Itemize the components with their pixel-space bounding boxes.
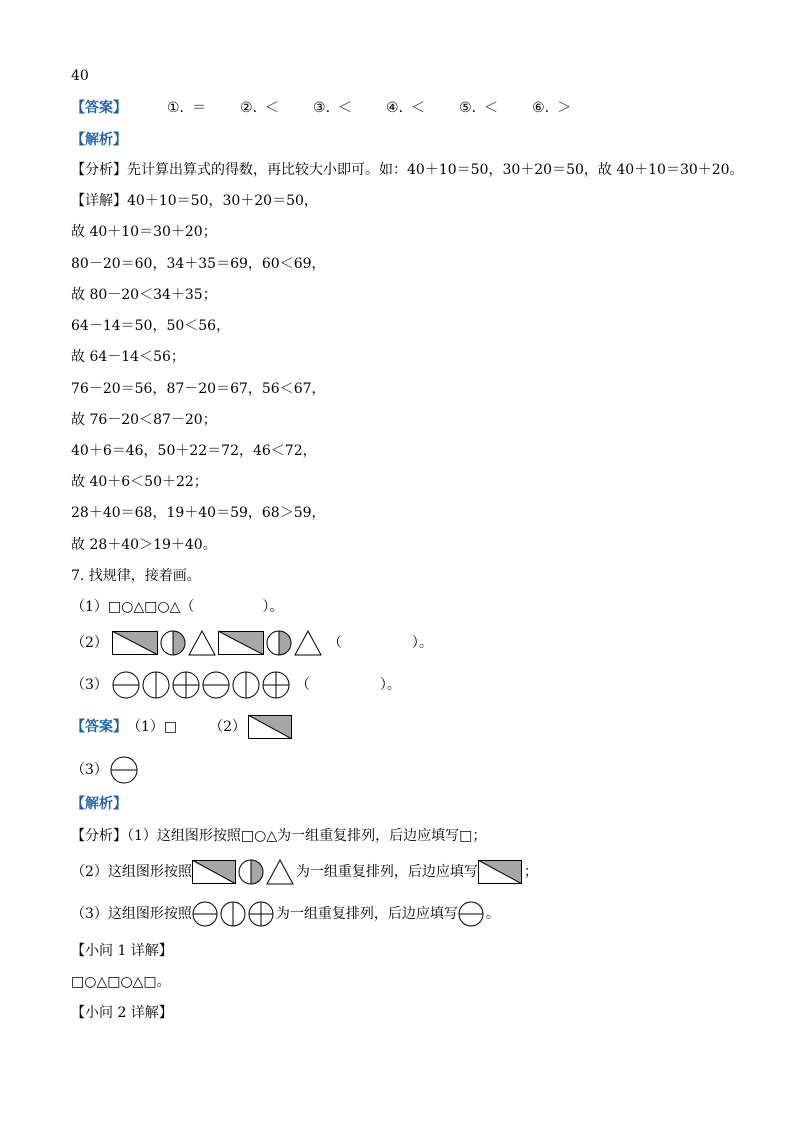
sub1-tag: 【小问 1 详解】 bbox=[71, 943, 173, 959]
detail-line: 40＋6＝46，50＋22＝72，46＜72， bbox=[71, 443, 317, 459]
circle-horizontal-line-icon bbox=[112, 671, 140, 699]
sub2-tag: 【小问 2 详解】 bbox=[71, 1005, 173, 1021]
answer-item-2 bbox=[240, 98, 279, 118]
q7-1-shapes: □○△□○△ bbox=[107, 599, 181, 615]
answer-sign: ＜ bbox=[411, 100, 426, 116]
circle-horizontal-line-icon bbox=[192, 901, 218, 927]
answer-sign: ＜ bbox=[338, 100, 353, 116]
analysis-fenxi-line: 【分析】先计算出算式的得数，再比较大小即可。如：40＋10＝50，30＋20＝50，故 40＋10＝30＋20。 bbox=[71, 162, 744, 178]
answer-num: ①. bbox=[167, 100, 185, 116]
answer-num: ⑥. bbox=[532, 100, 550, 116]
answer2-part3: （3） bbox=[71, 762, 108, 778]
circle-horizontal-line-icon bbox=[458, 901, 484, 927]
detail-line: 故 80－20＜34＋35； bbox=[71, 287, 217, 303]
analysis2-tag: 【解析】 bbox=[71, 796, 127, 812]
answer-num: ⑤. bbox=[459, 100, 477, 116]
q7-2-label: （2） bbox=[71, 635, 108, 651]
q7-part3 bbox=[71, 670, 401, 700]
answer2-part3-row bbox=[71, 755, 140, 785]
q7-1-label: （1） bbox=[71, 599, 108, 615]
q7-2-paren-open: （ bbox=[327, 635, 342, 651]
q7-part2 bbox=[71, 628, 433, 658]
detail-line: 故 40＋6＜50＋22； bbox=[71, 474, 208, 490]
answer2-row bbox=[71, 713, 294, 741]
q7-2-paren-close: ）。 bbox=[411, 635, 433, 651]
answer2-part2: （2） bbox=[209, 719, 247, 735]
shaded-rect-icon bbox=[248, 715, 292, 739]
triangle-icon bbox=[294, 630, 322, 656]
detail-line: 故 76－20＜87－20； bbox=[71, 412, 217, 428]
q7-title: 7. 找规律，接着画。 bbox=[71, 568, 201, 584]
detail-line: 【详解】40＋10＝50，30＋20＝50， bbox=[71, 193, 318, 209]
triangle-icon bbox=[188, 630, 216, 656]
fenxi2-line3-b: 为一组重复排列，后边应填写 bbox=[275, 906, 458, 922]
fenxi2-line2-c: ； bbox=[523, 864, 538, 880]
q7-3-paren-close: ）。 bbox=[379, 677, 401, 693]
answer-item-5 bbox=[459, 98, 498, 118]
circle-vertical-line-icon bbox=[142, 671, 170, 699]
half-shaded-circle-icon bbox=[266, 630, 292, 656]
answer-num: ④. bbox=[386, 100, 404, 116]
detail-line: 64－14＝50，50＜56， bbox=[71, 318, 231, 334]
detail-line: 80－20＝60，34＋35＝69，60＜69， bbox=[71, 256, 326, 272]
fenxi2-line2 bbox=[71, 858, 538, 886]
top-number: 40 bbox=[71, 68, 89, 84]
circle-cross-icon bbox=[172, 671, 200, 699]
answer-item-4 bbox=[386, 98, 425, 118]
circle-horizontal-line-icon bbox=[110, 756, 138, 784]
q7-1-paren-open: （ bbox=[180, 599, 195, 615]
answer-item-3 bbox=[313, 98, 352, 118]
q7-3-paren-open: （ bbox=[295, 677, 310, 693]
sub1-line: □○△□○△□。 bbox=[71, 974, 171, 990]
circle-vertical-line-icon bbox=[232, 671, 260, 699]
detail-line: 76－20＝56，87－20＝67，56＜67， bbox=[71, 381, 326, 397]
answer2-tag: 【答案】 bbox=[71, 719, 127, 735]
shaded-rect-icon bbox=[478, 860, 522, 884]
q7-1-paren-close: ）。 bbox=[262, 599, 284, 615]
fenxi2-line1: 【分析】（1）这组图形按照□○△为一组重复排列，后边应填写□； bbox=[71, 828, 487, 844]
answer-sign: ＝ bbox=[192, 100, 207, 116]
circle-cross-icon bbox=[262, 671, 290, 699]
fenxi2-line2-b: 为一组重复排列，后边应填写 bbox=[295, 864, 478, 880]
q7-part1 bbox=[71, 597, 283, 617]
q7-3-label: （3） bbox=[71, 677, 108, 693]
answer-num: ③. bbox=[313, 100, 331, 116]
circle-vertical-line-icon bbox=[220, 901, 246, 927]
fenxi2-line3 bbox=[71, 900, 500, 928]
answer2-part1: （1）□ bbox=[127, 719, 178, 735]
fenxi2-line3-c: 。 bbox=[485, 906, 500, 922]
answer-sign: ＞ bbox=[557, 100, 572, 116]
analysis-tag: 【解析】 bbox=[71, 132, 127, 148]
answer-sign: ＜ bbox=[484, 100, 499, 116]
answer-item-6 bbox=[532, 98, 571, 118]
circle-horizontal-line-icon bbox=[202, 671, 230, 699]
half-shaded-circle-icon bbox=[238, 859, 264, 885]
answer-item-1 bbox=[167, 98, 206, 118]
detail-line: 28＋40＝68，19＋40＝59，68＞59， bbox=[71, 505, 326, 521]
shaded-rect-icon bbox=[192, 860, 236, 884]
answer-num: ②. bbox=[240, 100, 258, 116]
detail-line: 故 28＋40＞19＋40。 bbox=[71, 537, 217, 553]
triangle-icon bbox=[266, 859, 294, 885]
answer-sign: ＜ bbox=[265, 100, 280, 116]
answer-tag: 【答案】 bbox=[71, 100, 127, 116]
shaded-rect-icon bbox=[218, 631, 264, 655]
shaded-rect-icon bbox=[112, 631, 158, 655]
detail-line: 故 64－14＜56； bbox=[71, 349, 185, 365]
fenxi2-line3-a: （3）这组图形按照 bbox=[71, 906, 192, 922]
half-shaded-circle-icon bbox=[160, 630, 186, 656]
detail-line: 故 40＋10＝30＋20； bbox=[71, 224, 217, 240]
answer-row bbox=[71, 98, 605, 118]
circle-cross-icon bbox=[248, 901, 274, 927]
fenxi2-line2-a: （2）这组图形按照 bbox=[71, 864, 192, 880]
